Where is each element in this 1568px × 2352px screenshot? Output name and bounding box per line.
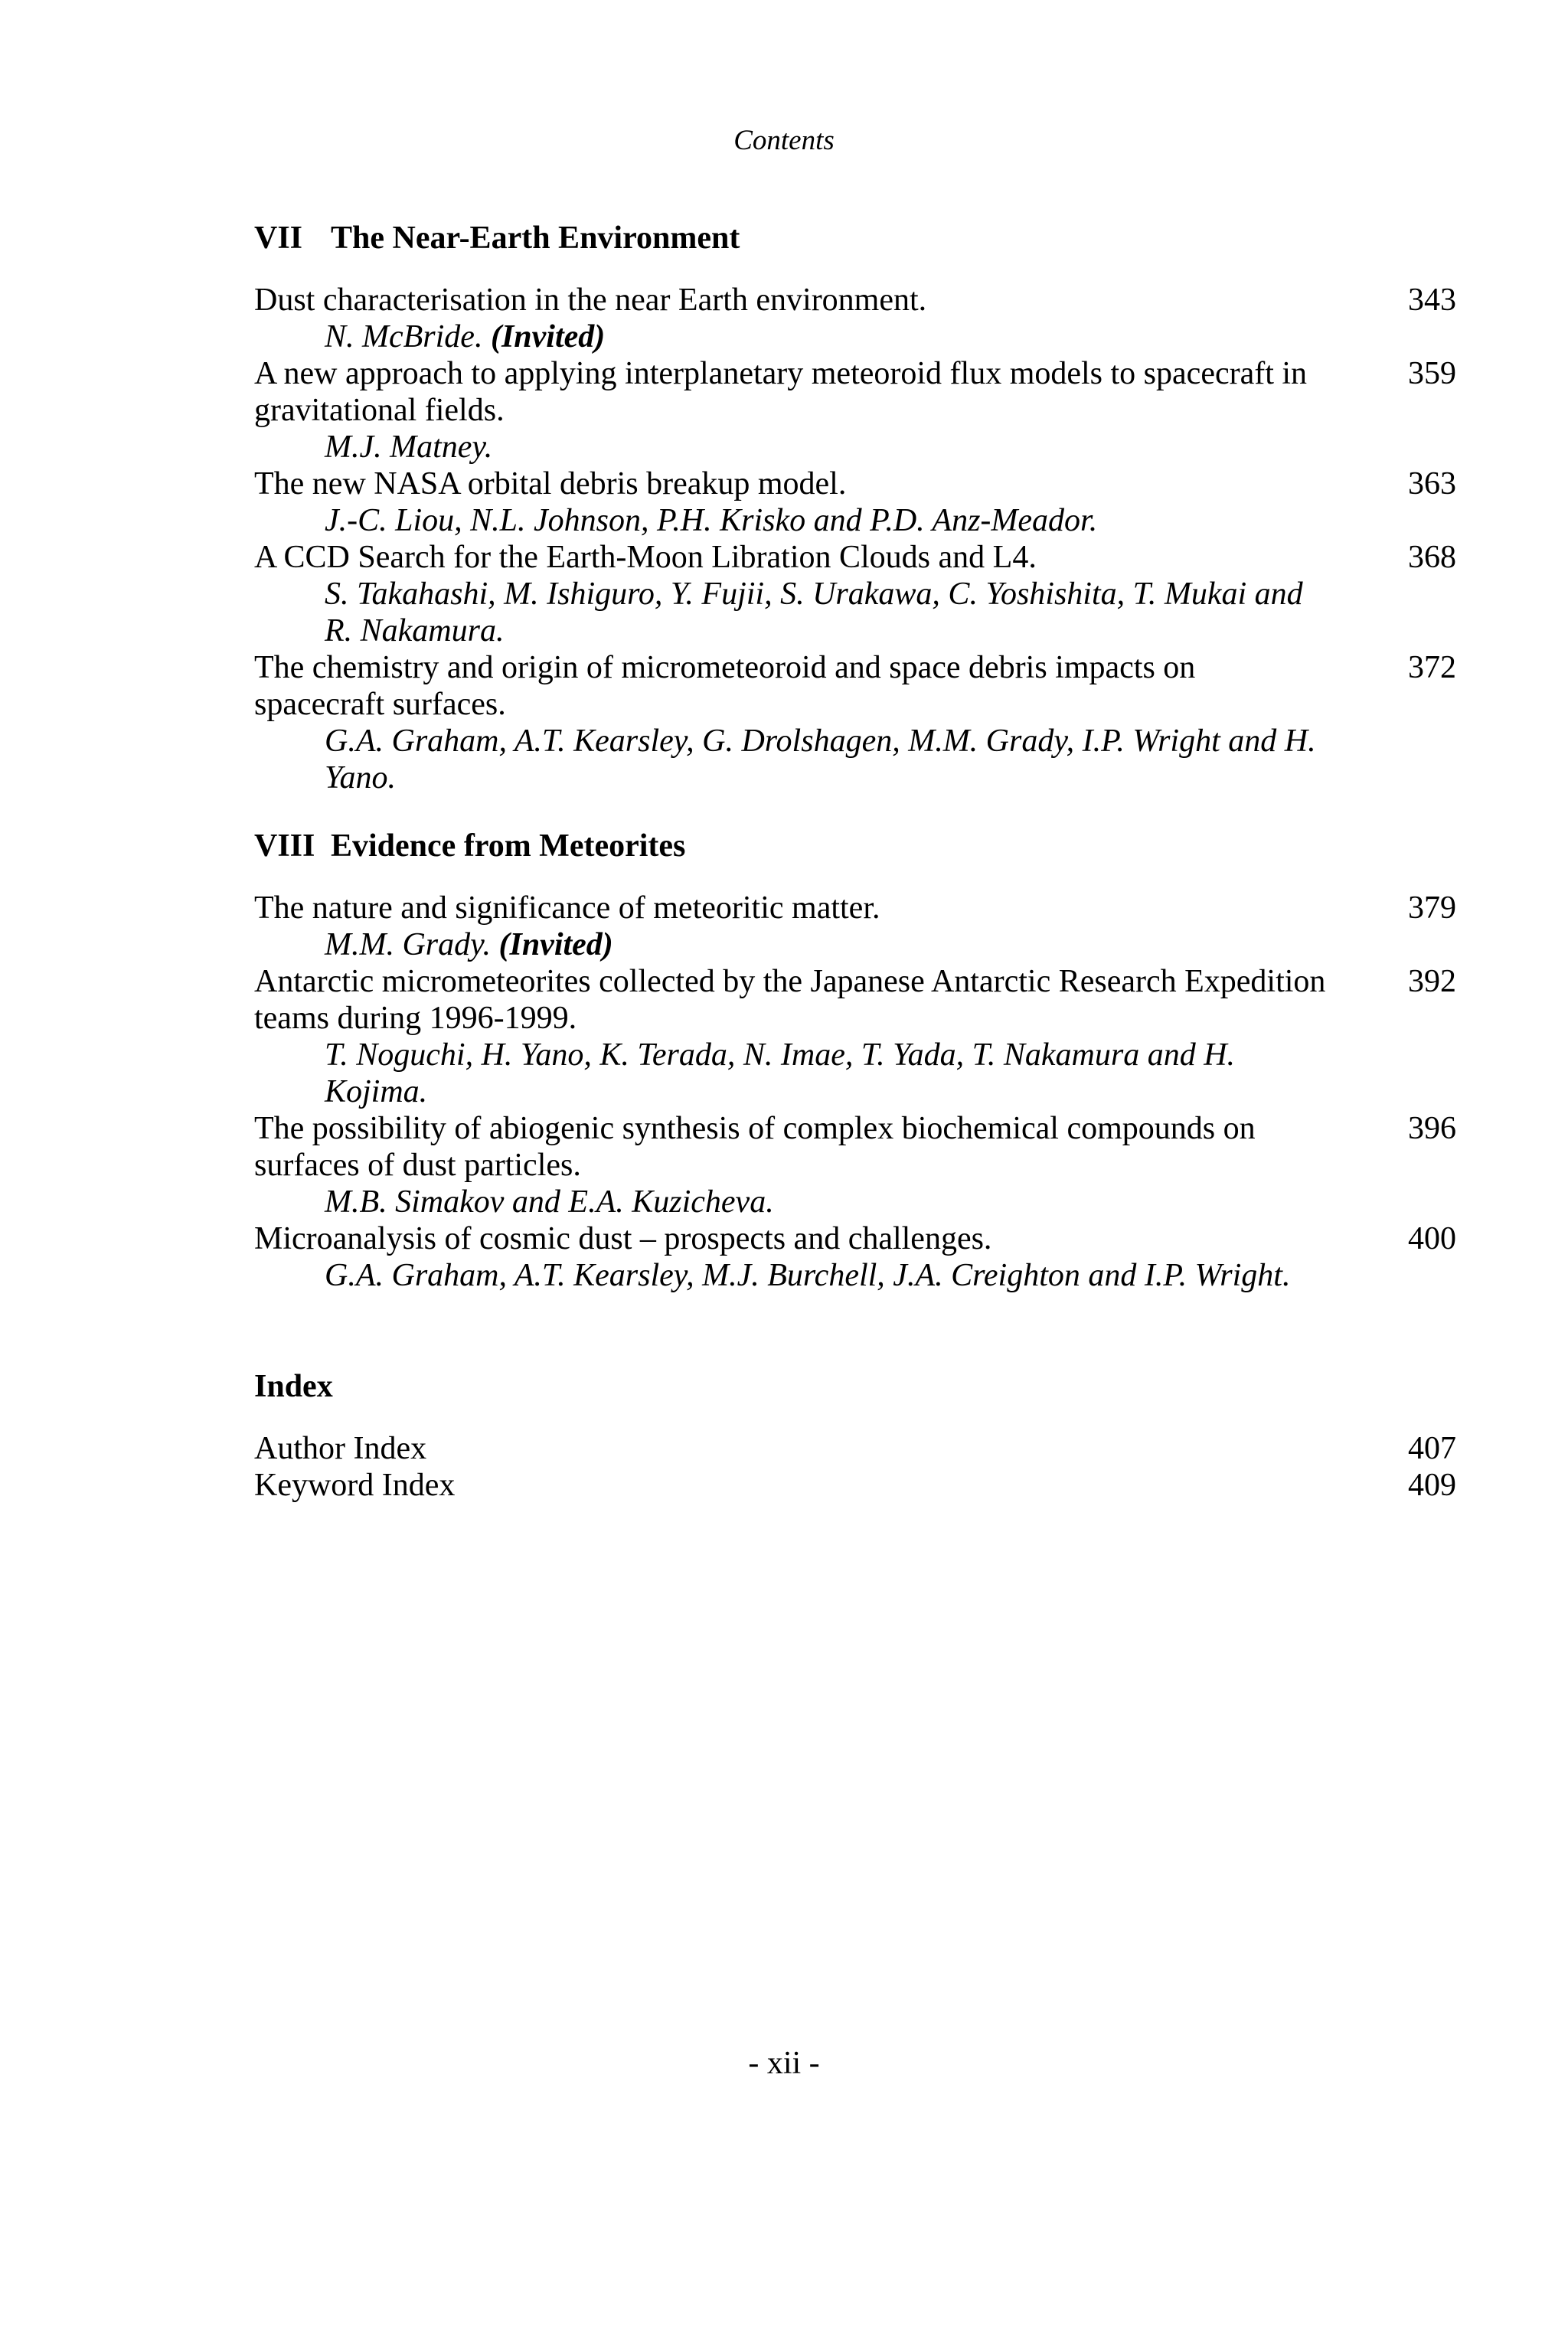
entry-title: The chemistry and origin of micrometeoroid and space debris impacts on spacecraft surfaces. <box>254 650 1196 722</box>
entry-authors: M.J. Matney. <box>325 430 493 465</box>
entry-authors: G.A. Graham, A.T. Kearsley, G. Drolshagen, M.M. Grady, I.P. Wright and H. Yano. <box>325 724 1316 795</box>
toc-entry[interactable] <box>254 1110 1456 1220</box>
page-number: 409 <box>1408 1468 1456 1503</box>
page-number: 359 <box>1408 356 1456 391</box>
entry-authors: M.B. Simakov and E.A. Kuzicheva. <box>325 1184 774 1220</box>
invited-tag: (Invited) <box>498 927 613 962</box>
index-entry[interactable] <box>254 1430 1456 1467</box>
page-number: 368 <box>1408 540 1456 575</box>
section-title: The Near-Earth Environment <box>331 220 740 256</box>
page-number: 396 <box>1408 1111 1456 1146</box>
section-number: VII <box>254 220 303 256</box>
section-number: VIII <box>254 828 315 864</box>
entry-authors: S. Takahashi, M. Ishiguro, Y. Fujii, S. Urakawa, C. Yoshishita, T. Mukai and R. Nakamura. <box>325 577 1303 648</box>
section-viii <box>254 827 1456 1294</box>
entry-title: The possibility of abiogenic synthesis of complex biochemical compounds on surfaces of dust particles. <box>254 1111 1256 1183</box>
section-heading <box>254 827 1456 865</box>
section-heading <box>254 219 1456 257</box>
page-number: 343 <box>1408 283 1456 318</box>
entry-authors: J.-C. Liou, N.L. Johnson, P.H. Krisko and P.D. Anz-Meador. <box>325 503 1098 538</box>
toc-entry[interactable] <box>254 282 1456 355</box>
entry-list <box>254 282 1456 796</box>
page-number: 379 <box>1408 890 1456 926</box>
section-title: Evidence from Meteorites <box>331 828 686 864</box>
index-entry-title: Author Index <box>254 1431 427 1466</box>
entry-title: The nature and significance of meteoritic matter. <box>254 890 880 926</box>
toc-entry[interactable] <box>254 539 1456 649</box>
table-of-contents <box>254 219 1456 1504</box>
page-number: 400 <box>1408 1221 1456 1256</box>
page-number: 392 <box>1408 964 1456 999</box>
entry-authors: T. Noguchi, H. Yano, K. Terada, N. Imae, T. Yada, T. Nakamura and H. Kojima. <box>325 1037 1236 1109</box>
toc-entry[interactable] <box>254 963 1456 1110</box>
section-vii <box>254 219 1456 796</box>
authors-text: N. McBride. <box>325 319 483 354</box>
entry-authors <box>254 926 1326 963</box>
entry-title: Antarctic micrometeorites collected by the Japanese Antarctic Research Expedition teams during 1996-1999. <box>254 964 1326 1036</box>
authors-text: M.M. Grady. <box>325 927 491 962</box>
entry-title: The new NASA orbital debris breakup model. <box>254 466 847 501</box>
entry-authors: G.A. Graham, A.T. Kearsley, M.J. Burchell, J.A. Creighton and I.P. Wright. <box>325 1258 1291 1293</box>
entry-title: A CCD Search for the Earth-Moon Libration Clouds and L4. <box>254 540 1037 575</box>
index-heading: Index <box>254 1369 333 1404</box>
entry-title: Microanalysis of cosmic dust – prospects and challenges. <box>254 1221 992 1256</box>
toc-entry[interactable] <box>254 1220 1456 1294</box>
page-number: 372 <box>1408 650 1456 685</box>
entry-list <box>254 890 1456 1294</box>
index-entry-title: Keyword Index <box>254 1468 456 1503</box>
toc-entry[interactable] <box>254 355 1456 466</box>
page-number: 407 <box>1408 1431 1456 1466</box>
section-index <box>254 1367 1456 1504</box>
index-list <box>254 1430 1456 1504</box>
page-number: 363 <box>1408 466 1456 501</box>
toc-entry[interactable] <box>254 890 1456 963</box>
running-head: Contents <box>733 125 835 156</box>
toc-entry[interactable] <box>254 466 1456 539</box>
page-folio: - xii - <box>748 2046 820 2081</box>
entry-title: A new approach to applying interplanetary meteoroid flux models to spacecraft in gravitational fields. <box>254 356 1308 428</box>
entry-authors <box>254 318 1326 355</box>
index-entry[interactable] <box>254 1467 1456 1504</box>
invited-tag: (Invited) <box>490 319 606 354</box>
toc-entry[interactable] <box>254 649 1456 796</box>
entry-title: Dust characterisation in the near Earth environment. <box>254 283 927 318</box>
